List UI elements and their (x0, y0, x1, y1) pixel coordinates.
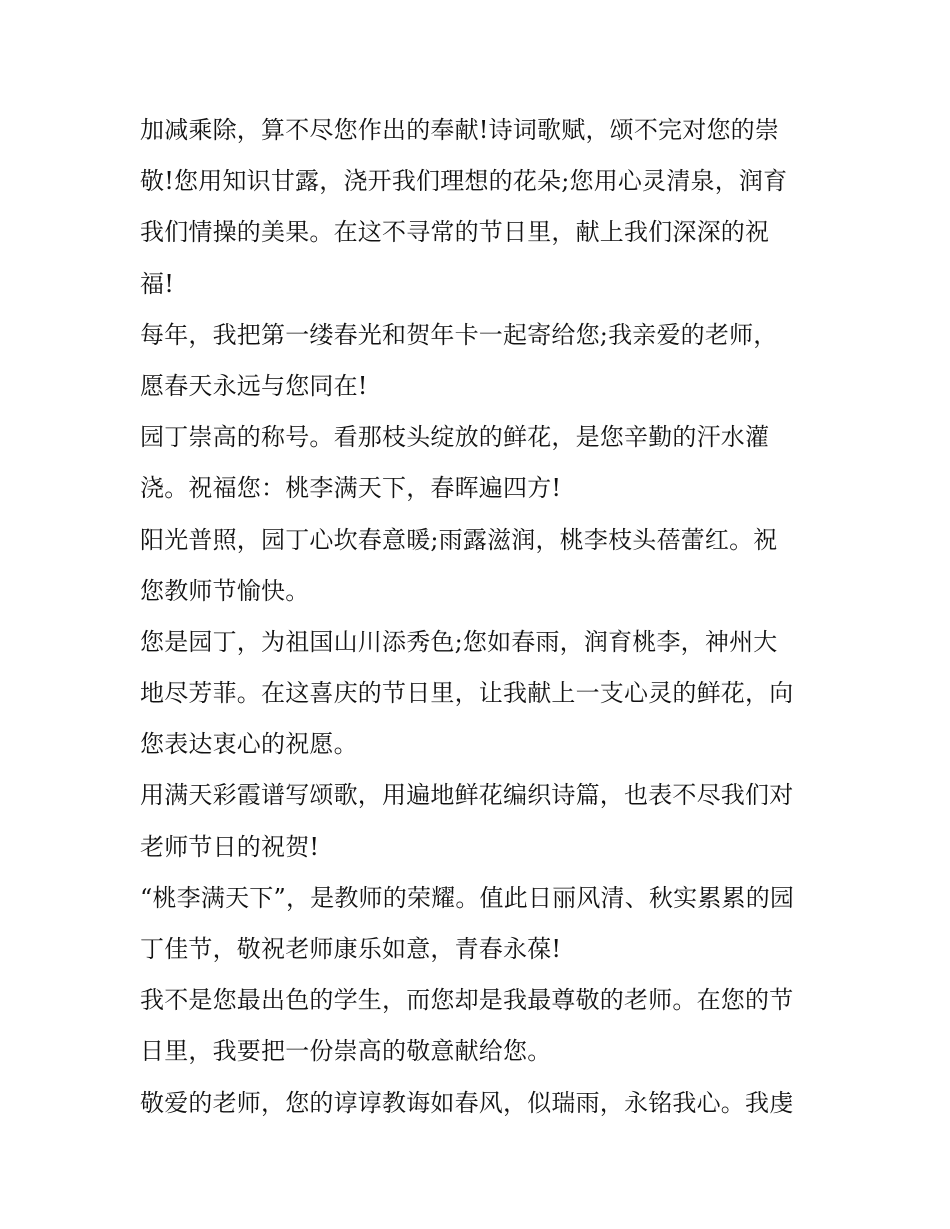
text-line: 我不是您最出色的学生，而您却是我最尊敬的老师。在您的节 (140, 986, 794, 1015)
document-body (140, 105, 820, 1129)
text-line: 您是园丁，为祖国山川添秀色;您如春雨，润育桃李，神州大 (140, 627, 778, 656)
text-line: 园丁崇高的称号。看那枝头绽放的鲜花，是您辛勤的汗水灌 (140, 423, 770, 452)
paragraph-6 (140, 770, 820, 872)
text-line: 敬!您用知识甘露，浇开我们理想的花朵;您用心灵清泉，润育 (140, 167, 788, 196)
text-line: 每年，我把第一缕春光和贺年卡一起寄给您;我亲爱的老师， (140, 320, 778, 349)
paragraph-2 (140, 310, 820, 412)
text-line: “桃李满天下”，是教师的荣耀。值此日丽风清、秋实累累的园 (140, 883, 795, 912)
paragraph-3 (140, 412, 820, 514)
paragraph-8 (140, 975, 820, 1077)
paragraph-4 (140, 515, 820, 617)
text-line: 您教师节愉快。 (140, 576, 310, 605)
text-line: 我们情操的美果。在这不寻常的节日里，献上我们深深的祝 (140, 218, 770, 247)
text-line: 用满天彩霞谱写颂歌，用遍地鲜花编织诗篇，也表不尽我们对 (140, 781, 794, 810)
text-line: 地尽芳菲。在这喜庆的节日里，让我献上一支心灵的鲜花，向 (140, 679, 794, 708)
paragraph-5 (140, 617, 820, 771)
text-line: 您表达衷心的祝愿。 (140, 730, 358, 759)
text-line: 加减乘除，算不尽您作出的奉献!诗词歌赋，颂不完对您的崇 (140, 116, 780, 144)
paragraph-9 (140, 1078, 820, 1129)
paragraph-7 (140, 873, 820, 975)
text-line: 福! (140, 269, 175, 298)
text-line: 愿春天永远与您同在! (140, 371, 368, 400)
text-line: 老师节日的祝贺! (140, 832, 320, 861)
text-line: 浇。祝福您：桃李满天下，春晖遍四方! (140, 474, 562, 503)
text-line: 敬爱的老师，您的谆谆教诲如春风，似瑞雨，永铭我心。我虔 (140, 1088, 794, 1117)
text-line: 丁佳节，敬祝老师康乐如意，青春永葆! (140, 935, 562, 963)
paragraph-1 (140, 105, 820, 310)
text-line: 阳光普照，园丁心坎春意暖;雨露滋润，桃李枝头蓓蕾红。祝 (140, 525, 778, 554)
text-line: 日里，我要把一份崇高的敬意献给您。 (140, 1037, 552, 1066)
